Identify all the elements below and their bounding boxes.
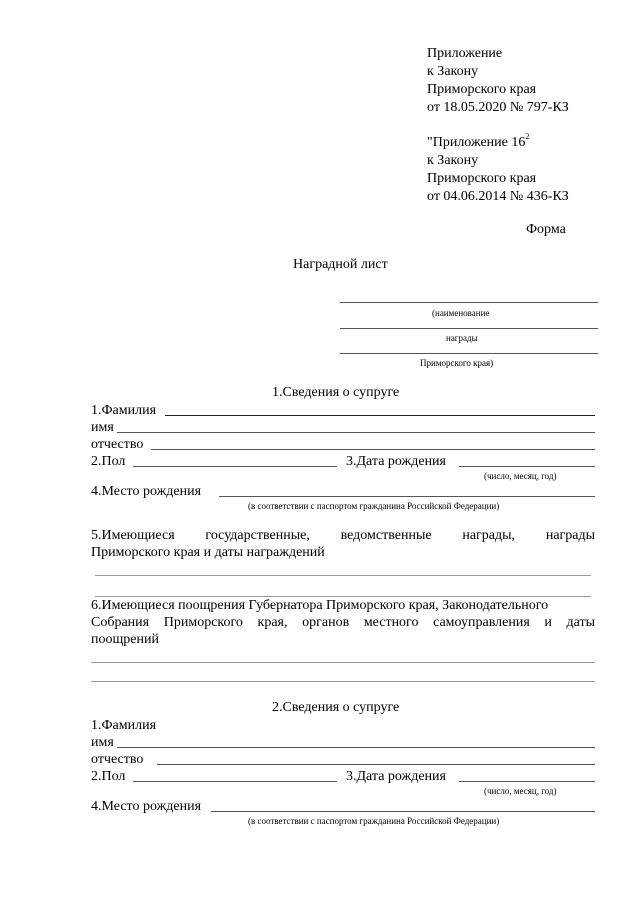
section2-birth-place-label: 4.Место рождения [91,799,202,814]
section2-patronymic-label: отчество [91,752,144,767]
section2-heading: 2.Сведения о супруге [272,700,400,715]
section2-sex-field[interactable] [133,781,337,782]
section1-birth-place-label: 4.Место рождения [91,484,202,499]
section1-patronymic-field[interactable] [151,449,595,450]
appendix-orig-line-1: "Приложение $16^2$ [427,132,530,150]
section1-heading: 1.Сведения о супруге [272,385,400,400]
award-name-hint-2: награды [446,333,478,343]
appendix-line-1: Приложение [427,46,503,61]
section1-incentives-field-2[interactable] [91,681,595,682]
section1-surname-label: 1.Фамилия [91,403,157,418]
section2-name-field[interactable] [117,747,595,748]
award-name-line-2 [340,328,598,329]
appendix-line-2: к Закону [427,64,479,79]
section1-birth-date-hint: (число, месяц, год) [484,471,557,481]
section1-awards-line-2: Приморского края и даты награждений [91,545,325,560]
section2-birth-place-hint: (в соответствии с паспортом гражданина Российской Федерации) [248,816,500,826]
appendix-line-3: Приморского края [427,82,537,97]
award-name-hint-3: Приморского края) [420,358,494,368]
section1-awards-field-2[interactable] [95,596,591,597]
section1-birth-place-field[interactable] [219,496,595,497]
section2-birth-date-field[interactable] [459,781,595,782]
award-name-line-1 [340,302,598,303]
section1-surname-field[interactable] [165,415,595,416]
appendix-orig-line-2: к Закону [427,153,479,168]
document-title: Наградной лист [293,257,388,272]
award-name-line-3 [340,353,598,354]
section1-birth-place-hint: (в соответствии с паспортом гражданина Российской Федерации) [248,501,500,511]
section1-incentives-line-1: 6.Имеющиеся поощрения Губернатора Приморского края, Законодательного [91,598,549,613]
section1-incentives-field-1[interactable] [91,662,595,663]
section1-awards-field-1[interactable] [95,575,591,576]
section2-patronymic-field[interactable] [157,764,595,765]
section2-sex-label: 2.Пол [91,769,126,784]
section2-birth-place-field[interactable] [211,811,595,812]
appendix-orig-line-4: от 04.06.2014 № 436-КЗ [427,189,569,204]
section2-birth-date-label: 3.Дата рождения [346,769,446,784]
section1-birth-date-field[interactable] [459,466,595,467]
section1-sex-field[interactable] [133,466,337,467]
appendix-line-4: от 18.05.2020 № 797-КЗ [427,100,569,115]
award-name-hint-1: (наименование [432,308,490,318]
section1-patronymic-label: отчество [91,437,144,452]
appendix-orig-line-3: Приморского края [427,171,537,186]
form-label: Форма [526,222,566,237]
section1-incentives-line-3: поощрений [91,632,159,647]
section1-incentives-line-2: Собрания Приморского края, органов местного самоуправления и даты [91,615,596,630]
section2-surname-label: 1.Фамилия [91,718,157,733]
section1-name-field[interactable] [117,432,595,433]
section2-birth-date-hint: (число, месяц, год) [484,786,557,796]
section2-name-label: имя [91,735,114,750]
section1-name-label: имя [91,420,114,435]
section1-birth-date-label: 3.Дата рождения [346,454,446,469]
section1-awards-line-1: 5.Имеющиеся государственные, ведомственные награды, награды [91,528,596,543]
section1-sex-label: 2.Пол [91,454,126,469]
